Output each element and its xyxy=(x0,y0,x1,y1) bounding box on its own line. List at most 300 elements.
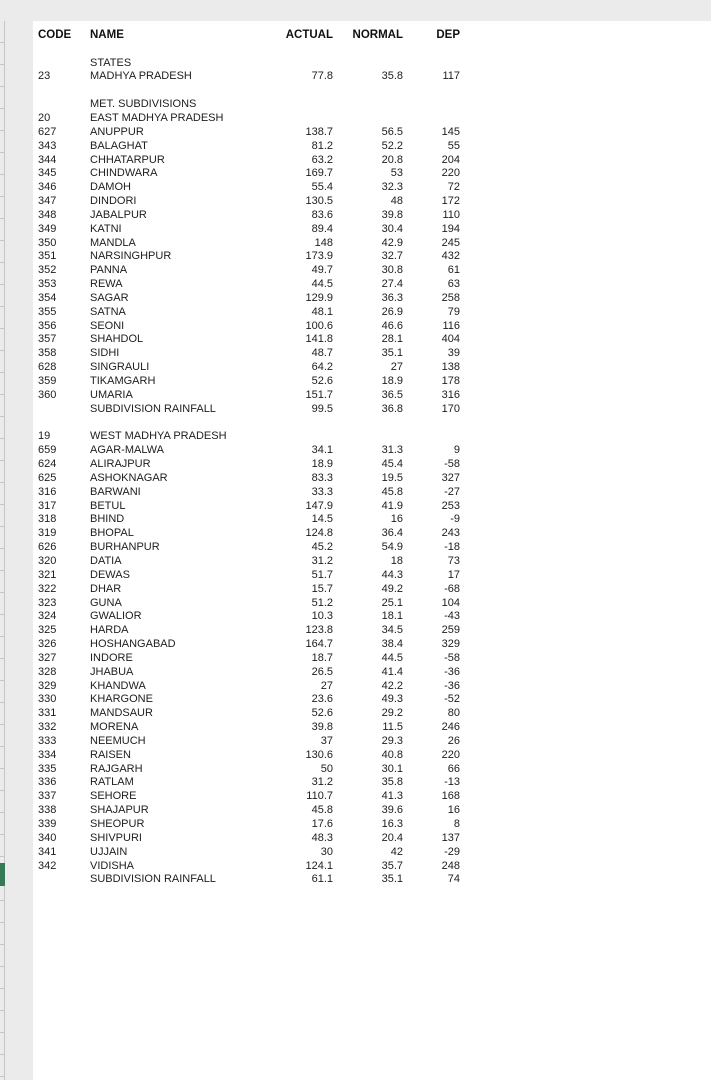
cell-dep[interactable]: -52 xyxy=(444,693,460,706)
cell-name[interactable]: HARDA xyxy=(90,624,129,637)
cell-dep[interactable]: 26 xyxy=(447,734,460,747)
cell-normal[interactable]: 54.9 xyxy=(381,541,403,554)
cell-dep[interactable]: 168 xyxy=(441,790,460,803)
cell-normal[interactable]: 36.8 xyxy=(381,402,403,415)
cell-name[interactable]: SATNA xyxy=(90,305,126,318)
cell-code[interactable]: 319 xyxy=(38,527,57,540)
cell-name[interactable]: ALIRAJPUR xyxy=(90,458,151,471)
cell-actual[interactable]: 15.7 xyxy=(311,582,333,595)
cell-name[interactable]: SHIVPURI xyxy=(90,831,142,844)
cell-dep[interactable]: 80 xyxy=(447,707,460,720)
cell-actual[interactable]: 129.9 xyxy=(305,291,333,304)
cell-normal[interactable]: 11.5 xyxy=(382,721,403,734)
cell-actual[interactable]: 130.5 xyxy=(305,195,333,208)
cell-code[interactable]: 321 xyxy=(38,568,57,581)
cell-dep[interactable]: 79 xyxy=(447,305,460,318)
cell-normal[interactable]: 31.3 xyxy=(381,444,403,457)
cell-dep[interactable]: 432 xyxy=(441,250,460,263)
cell-name[interactable]: GWALIOR xyxy=(90,610,142,623)
table-row[interactable] xyxy=(33,762,711,776)
cell-actual[interactable]: 63.2 xyxy=(311,153,333,166)
cell-code[interactable]: 345 xyxy=(38,167,57,180)
cell-actual[interactable]: 151.7 xyxy=(305,388,333,401)
table-row[interactable] xyxy=(33,789,711,803)
table-row[interactable] xyxy=(33,222,711,236)
cell-normal[interactable]: 46.6 xyxy=(381,319,403,332)
cell-dep[interactable]: 110 xyxy=(442,208,460,221)
cell-normal[interactable]: 45.8 xyxy=(381,485,403,498)
cell-normal[interactable]: 30.4 xyxy=(381,222,403,235)
cell-code[interactable]: 344 xyxy=(38,153,57,166)
cell-dep[interactable]: 9 xyxy=(453,444,460,457)
cell-actual[interactable]: 14.5 xyxy=(311,513,333,526)
cell-dep[interactable]: 258 xyxy=(441,291,460,304)
table-row[interactable] xyxy=(33,457,711,471)
cell-code[interactable]: 327 xyxy=(38,651,57,664)
cell-code[interactable]: 355 xyxy=(38,305,57,318)
cell-code[interactable]: 317 xyxy=(38,499,57,512)
table-row[interactable] xyxy=(33,139,711,153)
cell-dep[interactable]: -43 xyxy=(444,610,460,623)
cell-dep[interactable]: 17 xyxy=(447,568,460,581)
cell-name[interactable]: DAMOH xyxy=(90,181,131,194)
cell-dep[interactable]: 243 xyxy=(441,527,460,540)
cell-code[interactable]: 360 xyxy=(38,388,57,401)
cell-actual[interactable]: 124.1 xyxy=(305,859,333,872)
cell-normal[interactable]: 41.4 xyxy=(381,665,403,678)
cell-code[interactable]: 332 xyxy=(38,721,57,734)
cell-actual[interactable]: 27 xyxy=(320,679,333,692)
cell-code[interactable]: 358 xyxy=(38,347,57,360)
cell-dep[interactable]: 220 xyxy=(441,167,460,180)
cell-normal[interactable]: 53 xyxy=(390,167,403,180)
cell-code[interactable]: 349 xyxy=(38,222,57,235)
cell-name[interactable]: JABALPUR xyxy=(90,208,147,221)
cell-normal[interactable]: 42.9 xyxy=(381,236,403,249)
cell-actual[interactable]: 141.8 xyxy=(305,333,333,346)
cell-normal[interactable]: 42 xyxy=(390,845,403,858)
cell-normal[interactable]: 16 xyxy=(390,513,403,526)
cell-actual[interactable]: 138.7 xyxy=(305,125,333,138)
cell-name[interactable]: RATLAM xyxy=(90,776,134,789)
cell-name[interactable]: KHARGONE xyxy=(90,693,153,706)
cell-code[interactable]: 354 xyxy=(38,291,57,304)
cell-normal[interactable]: 41.3 xyxy=(381,790,403,803)
cell-actual[interactable]: 110.7 xyxy=(306,790,333,803)
cell-actual[interactable]: 83.3 xyxy=(311,471,333,484)
cell-name[interactable]: SHAJAPUR xyxy=(90,804,149,817)
table-row[interactable] xyxy=(33,194,711,208)
cell-name[interactable]: ASHOKNAGAR xyxy=(90,471,168,484)
cell-normal[interactable]: 26.9 xyxy=(381,305,403,318)
cell-name[interactable]: SUBDIVISION RAINFALL xyxy=(90,402,216,415)
table-row[interactable] xyxy=(33,706,711,720)
table-row[interactable] xyxy=(33,748,711,762)
table-row[interactable] xyxy=(33,651,711,665)
cell-code[interactable]: 326 xyxy=(38,638,57,651)
cell-actual[interactable]: 83.6 xyxy=(311,208,333,221)
cell-code[interactable]: 323 xyxy=(38,596,57,609)
cell-code[interactable]: 659 xyxy=(38,444,57,457)
cell-normal[interactable]: 32.3 xyxy=(381,181,403,194)
cell-dep[interactable]: 248 xyxy=(441,859,460,872)
cell-normal[interactable]: 35.1 xyxy=(381,347,403,360)
cell-dep[interactable]: 404 xyxy=(441,333,460,346)
cell-dep[interactable]: 73 xyxy=(447,554,460,567)
cell-actual[interactable]: 52.6 xyxy=(311,375,333,388)
cell-normal[interactable]: 16.3 xyxy=(381,818,403,831)
cell-name[interactable]: BETUL xyxy=(90,499,126,512)
table-row[interactable] xyxy=(33,388,711,402)
cell-actual[interactable]: 45.8 xyxy=(311,804,333,817)
table-row[interactable] xyxy=(33,236,711,250)
cell-name[interactable]: RAISEN xyxy=(90,748,131,761)
table-row[interactable] xyxy=(33,609,711,623)
cell-name[interactable]: JHABUA xyxy=(90,665,134,678)
table-row[interactable] xyxy=(33,623,711,637)
cell-name[interactable]: BURHANPUR xyxy=(90,541,160,554)
table-row[interactable] xyxy=(33,831,711,845)
cell-dep[interactable]: -36 xyxy=(444,679,460,692)
table-row[interactable] xyxy=(33,208,711,222)
cell-code[interactable]: 329 xyxy=(38,679,57,692)
cell-normal[interactable]: 27.4 xyxy=(381,278,403,291)
cell-normal[interactable]: 30.8 xyxy=(381,264,403,277)
cell-code[interactable]: 628 xyxy=(38,361,57,374)
cell-name[interactable]: BALAGHAT xyxy=(90,139,148,152)
cell-actual[interactable]: 48.7 xyxy=(311,347,333,360)
cell-name[interactable]: KATNI xyxy=(90,222,122,235)
cell-actual[interactable]: 55.4 xyxy=(311,181,333,194)
column-header-normal[interactable]: NORMAL xyxy=(352,28,403,41)
cell-name[interactable]: MANDSAUR xyxy=(90,707,153,720)
table-row[interactable] xyxy=(33,374,711,388)
cell-dep[interactable]: 66 xyxy=(447,762,460,775)
table-row[interactable] xyxy=(33,665,711,679)
cell-name[interactable]: NARSINGHPUR xyxy=(90,250,172,263)
cell-code[interactable]: 348 xyxy=(38,208,57,221)
cell-actual[interactable]: 77.8 xyxy=(311,70,333,83)
cell-dep[interactable]: 204 xyxy=(441,153,460,166)
cell-name[interactable]: HOSHANGABAD xyxy=(90,638,176,651)
cell-dep[interactable]: 145 xyxy=(441,125,460,138)
cell-name[interactable]: INDORE xyxy=(90,651,133,664)
cell-code[interactable]: 338 xyxy=(38,804,57,817)
cell-name[interactable]: VIDISHA xyxy=(90,859,135,872)
table-row[interactable] xyxy=(33,263,711,277)
table-row[interactable] xyxy=(33,734,711,748)
cell-normal[interactable]: 20.8 xyxy=(381,153,403,166)
cell-normal[interactable]: 38.4 xyxy=(381,638,403,651)
cell-dep[interactable]: -27 xyxy=(444,485,460,498)
cell-dep[interactable]: 220 xyxy=(441,748,460,761)
section-heading-row[interactable] xyxy=(33,97,711,111)
table-row[interactable] xyxy=(33,540,711,554)
table-row[interactable] xyxy=(33,499,711,513)
cell-actual[interactable]: 48.1 xyxy=(311,305,333,318)
cell-code[interactable]: 343 xyxy=(38,139,57,152)
table-row[interactable] xyxy=(33,596,711,610)
cell-normal[interactable]: 30.1 xyxy=(381,762,403,775)
cell-actual[interactable]: 34.1 xyxy=(311,444,333,457)
column-header-name[interactable]: NAME xyxy=(90,28,124,41)
cell-actual[interactable]: 169.7 xyxy=(305,167,333,180)
cell-name[interactable]: TIKAMGARH xyxy=(90,375,156,388)
cell-code[interactable]: 350 xyxy=(38,236,57,249)
cell-normal[interactable]: 44.5 xyxy=(381,651,403,664)
cell-actual[interactable]: 31.2 xyxy=(311,776,333,789)
cell-name[interactable]: SEONI xyxy=(90,319,125,332)
cell-code[interactable]: 346 xyxy=(38,181,57,194)
cell-name[interactable]: UJJAIN xyxy=(90,845,128,858)
cell-dep[interactable]: 74 xyxy=(447,873,460,886)
cell-normal[interactable]: 18.9 xyxy=(381,375,403,388)
column-header-dep[interactable]: DEP xyxy=(436,28,460,41)
cell-dep[interactable]: 329 xyxy=(441,638,460,651)
section-heading-row[interactable] xyxy=(33,56,711,70)
cell-normal[interactable]: 19.5 xyxy=(381,471,403,484)
cell-name[interactable]: KHANDWA xyxy=(90,679,146,692)
table-row[interactable] xyxy=(33,582,711,596)
cell-normal[interactable]: 41.9 xyxy=(381,499,403,512)
cell-name[interactable]: CHINDWARA xyxy=(90,167,158,180)
cell-name[interactable]: MET. SUBDIVISIONS xyxy=(90,98,197,111)
cell-actual[interactable]: 64.2 xyxy=(311,361,333,374)
cell-normal[interactable]: 35.1 xyxy=(381,873,403,886)
cell-name[interactable]: NEEMUCH xyxy=(90,734,146,747)
cell-dep[interactable]: 327 xyxy=(441,471,460,484)
table-row[interactable] xyxy=(33,637,711,651)
cell-name[interactable]: SAGAR xyxy=(90,291,129,304)
cell-dep[interactable]: -58 xyxy=(444,651,460,664)
cell-code[interactable]: 357 xyxy=(38,333,57,346)
cell-actual[interactable]: 164.7 xyxy=(305,638,333,651)
cell-code[interactable]: 359 xyxy=(38,375,57,388)
table-row[interactable] xyxy=(33,485,711,499)
cell-actual[interactable]: 31.2 xyxy=(311,554,333,567)
cell-code[interactable]: 351 xyxy=(38,250,57,263)
table-row[interactable] xyxy=(33,346,711,360)
cell-dep[interactable]: 72 xyxy=(447,181,460,194)
cell-dep[interactable]: -9 xyxy=(450,513,460,526)
cell-normal[interactable]: 49.3 xyxy=(381,693,403,706)
cell-name[interactable]: UMARIA xyxy=(90,388,133,401)
cell-code[interactable]: 624 xyxy=(38,458,57,471)
table-row[interactable] xyxy=(33,526,711,540)
cell-name[interactable]: DHAR xyxy=(90,582,122,595)
cell-actual[interactable]: 123.8 xyxy=(305,624,333,637)
cell-code[interactable]: 352 xyxy=(38,264,57,277)
cell-actual[interactable]: 10.3 xyxy=(311,610,333,623)
cell-dep[interactable]: 138 xyxy=(441,361,460,374)
cell-code[interactable]: 23 xyxy=(38,70,51,83)
cell-dep[interactable]: 63 xyxy=(447,278,460,291)
cell-code[interactable]: 316 xyxy=(38,485,57,498)
cell-actual[interactable]: 18.9 xyxy=(311,458,333,471)
table-row[interactable] xyxy=(33,859,711,873)
cell-code[interactable]: 342 xyxy=(38,859,57,872)
table-row[interactable] xyxy=(33,720,711,734)
cell-actual[interactable]: 61.1 xyxy=(311,873,333,886)
cell-normal[interactable]: 35.8 xyxy=(381,776,403,789)
cell-normal[interactable]: 25.1 xyxy=(381,596,403,609)
table-row[interactable] xyxy=(33,153,711,167)
table-row[interactable] xyxy=(33,845,711,859)
cell-name[interactable]: SIDHI xyxy=(90,347,120,360)
cell-normal[interactable]: 36.4 xyxy=(381,527,403,540)
cell-actual[interactable]: 48.3 xyxy=(311,831,333,844)
cell-actual[interactable]: 81.2 xyxy=(311,139,333,152)
cell-code[interactable]: 341 xyxy=(38,845,57,858)
cell-dep[interactable]: 172 xyxy=(441,195,460,208)
cell-actual[interactable]: 49.7 xyxy=(311,264,333,277)
table-row[interactable] xyxy=(33,360,711,374)
cell-actual[interactable]: 50 xyxy=(320,762,333,775)
cell-name[interactable]: BARWANI xyxy=(90,485,141,498)
cell-normal[interactable]: 34.5 xyxy=(381,624,403,637)
table-row[interactable] xyxy=(33,166,711,180)
cell-code[interactable]: 337 xyxy=(38,790,57,803)
cell-actual[interactable]: 52.6 xyxy=(311,707,333,720)
cell-code[interactable]: 627 xyxy=(38,125,57,138)
cell-normal[interactable]: 28.1 xyxy=(381,333,403,346)
cell-dep[interactable]: 178 xyxy=(441,375,460,388)
cell-code[interactable]: 347 xyxy=(38,195,57,208)
cell-normal[interactable]: 42.2 xyxy=(381,679,403,692)
cell-name[interactable]: ANUPPUR xyxy=(90,125,144,138)
cell-name[interactable]: SHEOPUR xyxy=(90,818,145,831)
cell-dep[interactable]: -58 xyxy=(444,458,460,471)
cell-actual[interactable]: 51.2 xyxy=(311,596,333,609)
cell-dep[interactable]: 8 xyxy=(453,818,460,831)
cell-normal[interactable]: 49.2 xyxy=(381,582,403,595)
cell-dep[interactable]: 39 xyxy=(447,347,460,360)
cell-dep[interactable]: 194 xyxy=(441,222,460,235)
cell-dep[interactable]: 16 xyxy=(447,804,460,817)
cell-dep[interactable]: 116 xyxy=(442,319,460,332)
cell-code[interactable]: 331 xyxy=(38,707,57,720)
cell-code[interactable]: 339 xyxy=(38,818,57,831)
cell-name[interactable]: MANDLA xyxy=(90,236,136,249)
table-row[interactable] xyxy=(33,693,711,707)
table-row[interactable] xyxy=(33,817,711,831)
cell-dep[interactable]: 117 xyxy=(442,70,460,83)
cell-dep[interactable]: -29 xyxy=(444,845,460,858)
cell-name[interactable]: DINDORI xyxy=(90,195,137,208)
cell-code[interactable]: 20 xyxy=(38,111,51,124)
cell-code[interactable]: 335 xyxy=(38,762,57,775)
cell-actual[interactable]: 130.6 xyxy=(305,748,333,761)
table-row[interactable] xyxy=(33,402,711,416)
cell-name[interactable]: DEWAS xyxy=(90,568,130,581)
table-row[interactable] xyxy=(33,291,711,305)
cell-normal[interactable]: 27 xyxy=(390,361,403,374)
cell-dep[interactable]: 253 xyxy=(441,499,460,512)
cell-name[interactable]: GUNA xyxy=(90,596,122,609)
cell-actual[interactable]: 30 xyxy=(320,845,333,858)
table-row[interactable] xyxy=(33,872,711,886)
cell-code[interactable]: 19 xyxy=(38,430,51,443)
cell-dep[interactable]: 245 xyxy=(441,236,460,249)
cell-code[interactable]: 322 xyxy=(38,582,57,595)
cell-actual[interactable]: 173.9 xyxy=(305,250,333,263)
cell-dep[interactable]: -18 xyxy=(444,541,460,554)
cell-name[interactable]: SINGRAULI xyxy=(90,361,150,374)
cell-actual[interactable]: 99.5 xyxy=(311,402,333,415)
cell-code[interactable]: 334 xyxy=(38,748,57,761)
cell-actual[interactable]: 17.6 xyxy=(311,818,333,831)
cell-dep[interactable]: 137 xyxy=(441,831,460,844)
table-row[interactable] xyxy=(33,250,711,264)
cell-code[interactable]: 330 xyxy=(38,693,57,706)
cell-normal[interactable]: 48 xyxy=(390,195,403,208)
cell-actual[interactable]: 100.6 xyxy=(305,319,333,332)
cell-name[interactable]: PANNA xyxy=(90,264,128,277)
cell-actual[interactable]: 89.4 xyxy=(311,222,333,235)
cell-dep[interactable]: -13 xyxy=(444,776,460,789)
table-row[interactable] xyxy=(33,443,711,457)
cell-actual[interactable]: 51.7 xyxy=(311,568,333,581)
cell-code[interactable]: 318 xyxy=(38,513,57,526)
cell-normal[interactable]: 56.5 xyxy=(381,125,403,138)
table-row[interactable] xyxy=(33,277,711,291)
cell-name[interactable]: REWA xyxy=(90,278,123,291)
table-row[interactable] xyxy=(33,305,711,319)
cell-actual[interactable]: 124.8 xyxy=(305,527,333,540)
cell-name[interactable]: DATIA xyxy=(90,554,122,567)
table-row[interactable] xyxy=(33,319,711,333)
cell-name[interactable]: RAJGARH xyxy=(90,762,143,775)
cell-dep[interactable]: -68 xyxy=(444,582,460,595)
table-row[interactable] xyxy=(33,471,711,485)
cell-normal[interactable]: 52.2 xyxy=(381,139,403,152)
table-row[interactable] xyxy=(33,776,711,790)
cell-actual[interactable]: 18.7 xyxy=(311,651,333,664)
cell-normal[interactable]: 18 xyxy=(390,554,403,567)
cell-dep[interactable]: 259 xyxy=(441,624,460,637)
cell-code[interactable]: 353 xyxy=(38,278,57,291)
table-row[interactable] xyxy=(33,70,711,84)
cell-dep[interactable]: 170 xyxy=(441,402,460,415)
cell-actual[interactable]: 23.6 xyxy=(311,693,333,706)
cell-actual[interactable]: 148 xyxy=(314,236,333,249)
table-row[interactable] xyxy=(33,803,711,817)
cell-code[interactable]: 333 xyxy=(38,734,57,747)
cell-actual[interactable]: 45.2 xyxy=(311,541,333,554)
cell-normal[interactable]: 45.4 xyxy=(381,458,403,471)
cell-dep[interactable]: 61 xyxy=(447,264,460,277)
cell-name[interactable]: MADHYA PRADESH xyxy=(90,70,192,83)
cell-normal[interactable]: 36.5 xyxy=(381,388,403,401)
cell-normal[interactable]: 35.8 xyxy=(381,70,403,83)
cell-dep[interactable]: 104 xyxy=(441,596,460,609)
cell-dep[interactable]: 55 xyxy=(447,139,460,152)
cell-name[interactable]: MORENA xyxy=(90,721,139,734)
cell-name[interactable]: SHAHDOL xyxy=(90,333,144,346)
cell-normal[interactable]: 18.1 xyxy=(381,610,403,623)
cell-name[interactable]: WEST MADHYA PRADESH xyxy=(90,430,227,443)
cell-name[interactable]: SUBDIVISION RAINFALL xyxy=(90,873,216,886)
table-row[interactable] xyxy=(33,429,711,443)
cell-dep[interactable]: 316 xyxy=(441,388,460,401)
cell-normal[interactable]: 32.7 xyxy=(381,250,403,263)
cell-normal[interactable]: 39.8 xyxy=(381,208,403,221)
table-row[interactable] xyxy=(33,554,711,568)
cell-actual[interactable]: 147.9 xyxy=(305,499,333,512)
table-row[interactable] xyxy=(33,333,711,347)
column-header-code[interactable]: CODE xyxy=(38,28,72,41)
cell-code[interactable]: 325 xyxy=(38,624,57,637)
